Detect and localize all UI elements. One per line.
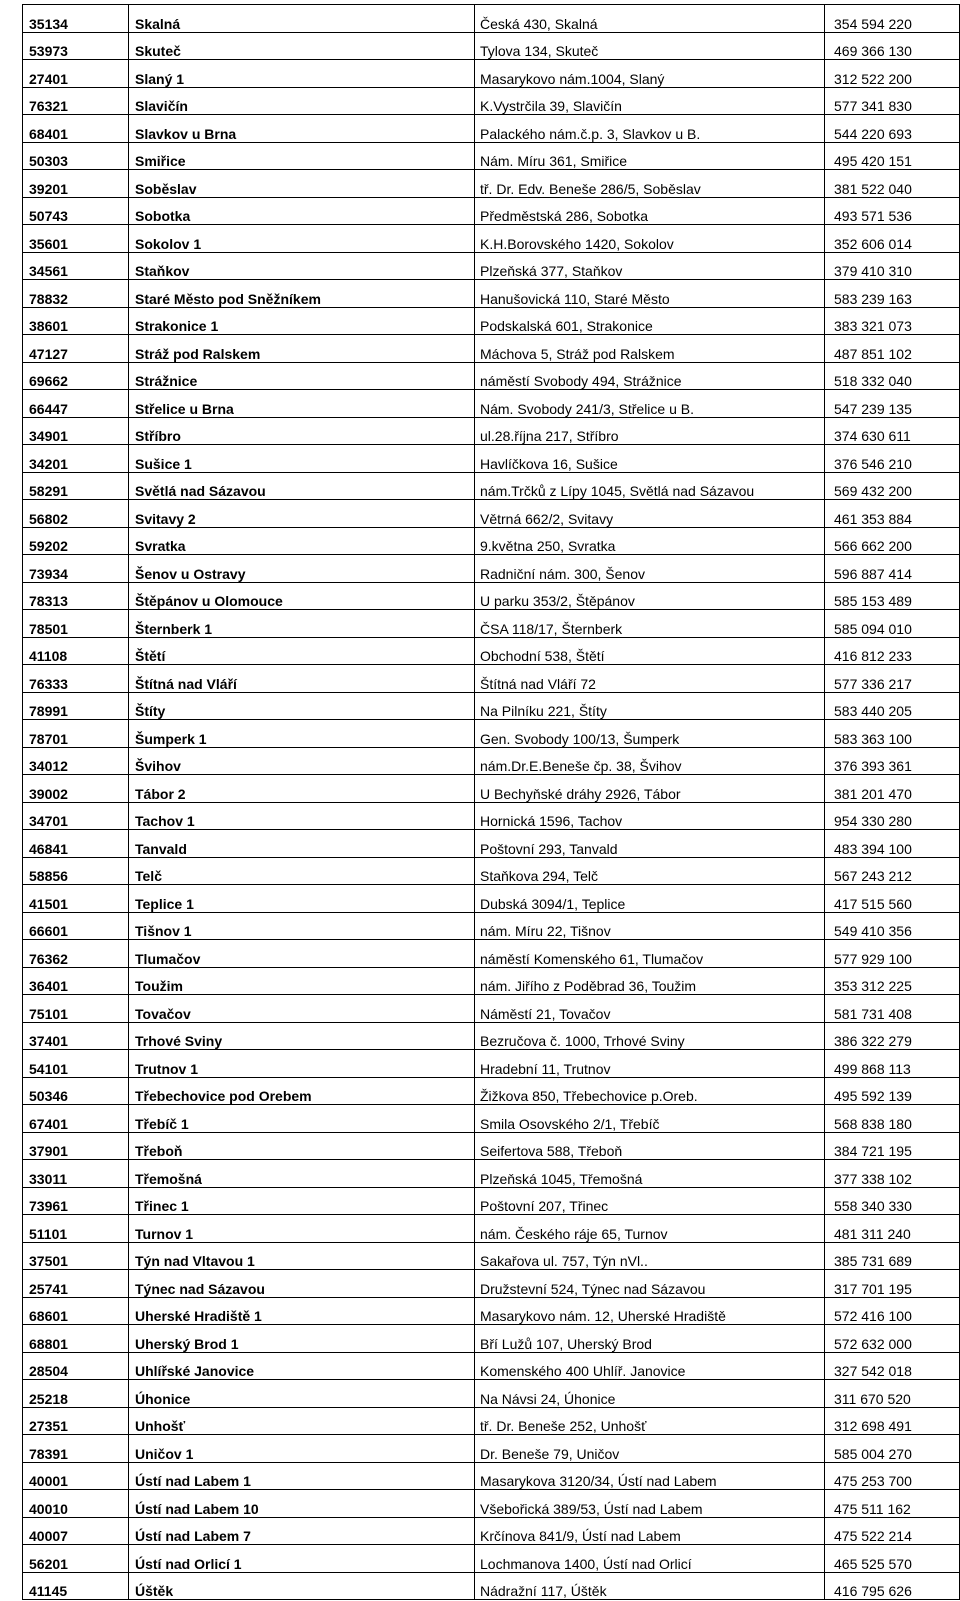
address-cell: ul.28.října 217, Stříbro [475, 417, 825, 445]
table-row [23, 362, 960, 390]
zip-cell: 53973 [23, 32, 129, 60]
address-cell: Poštovní 293, Tanvald [475, 830, 825, 858]
name-cell: Třeboň [129, 1132, 475, 1160]
name-cell: Třebechovice pod Orebem [129, 1077, 475, 1105]
name-cell: Stráž pod Ralskem [129, 335, 475, 363]
name-cell: Tábor 2 [129, 775, 475, 803]
phone-cell: 469 366 130 [825, 32, 960, 60]
zip-cell: 34701 [23, 802, 129, 830]
address-cell: U Bechyňské dráhy 2926, Tábor [475, 775, 825, 803]
name-cell: Svratka [129, 527, 475, 555]
zip-cell: 76362 [23, 940, 129, 968]
phone-cell: 352 606 014 [825, 225, 960, 253]
address-cell: Sakařova ul. 757, Týn nVl.. [475, 1242, 825, 1270]
address-cell: nám.Dr.E.Beneše čp. 38, Švihov [475, 747, 825, 775]
address-cell: Máchova 5, Stráž pod Ralskem [475, 335, 825, 363]
name-cell: Ústí nad Labem 10 [129, 1490, 475, 1518]
phone-cell: 577 929 100 [825, 940, 960, 968]
phone-cell: 386 322 279 [825, 1022, 960, 1050]
phone-cell: 312 522 200 [825, 60, 960, 88]
zip-cell: 47127 [23, 335, 129, 363]
phone-cell: 475 253 700 [825, 1462, 960, 1490]
table-row [23, 1050, 960, 1078]
phone-cell: 465 525 570 [825, 1545, 960, 1573]
table-row [23, 1435, 960, 1463]
zip-cell: 68601 [23, 1297, 129, 1325]
address-cell: Větrná 662/2, Svitavy [475, 500, 825, 528]
name-cell: Toužim [129, 967, 475, 995]
phone-cell: 568 838 180 [825, 1105, 960, 1133]
phone-cell: 585 004 270 [825, 1435, 960, 1463]
zip-cell: 78501 [23, 610, 129, 638]
table-row [23, 1297, 960, 1325]
name-cell: Tanvald [129, 830, 475, 858]
name-cell: Svitavy 2 [129, 500, 475, 528]
table-row [23, 87, 960, 115]
table-row [23, 225, 960, 253]
zip-cell: 68801 [23, 1325, 129, 1353]
zip-cell: 66601 [23, 912, 129, 940]
address-cell: Radniční nám. 300, Šenov [475, 555, 825, 583]
phone-cell: 353 312 225 [825, 967, 960, 995]
name-cell: Uherské Hradiště 1 [129, 1297, 475, 1325]
zip-cell: 27401 [23, 60, 129, 88]
name-cell: Stříbro [129, 417, 475, 445]
address-cell: Obchodní 538, Štětí [475, 637, 825, 665]
phone-cell: 495 592 139 [825, 1077, 960, 1105]
zip-cell: 36401 [23, 967, 129, 995]
address-cell: Nám. Míru 361, Smiřice [475, 142, 825, 170]
name-cell: Štíty [129, 692, 475, 720]
table-row [23, 1160, 960, 1188]
zip-cell: 78991 [23, 692, 129, 720]
zip-cell: 51101 [23, 1215, 129, 1243]
address-cell: Štítná nad Vláří 72 [475, 665, 825, 693]
name-cell: Sobotka [129, 197, 475, 225]
table-row [23, 472, 960, 500]
phone-cell: 376 546 210 [825, 445, 960, 473]
phone-cell: 317 701 195 [825, 1270, 960, 1298]
phone-cell: 499 868 113 [825, 1050, 960, 1078]
name-cell: Slavkov u Brna [129, 115, 475, 143]
phone-cell: 577 336 217 [825, 665, 960, 693]
zip-cell: 39201 [23, 170, 129, 198]
name-cell: Třebíč 1 [129, 1105, 475, 1133]
zip-cell: 28504 [23, 1352, 129, 1380]
phone-cell: 481 311 240 [825, 1215, 960, 1243]
table-row [23, 307, 960, 335]
table-row [23, 1462, 960, 1490]
name-cell: Tachov 1 [129, 802, 475, 830]
zip-cell: 40010 [23, 1490, 129, 1518]
zip-cell: 35601 [23, 225, 129, 253]
table-row [23, 1545, 960, 1573]
phone-cell: 354 594 220 [825, 5, 960, 33]
address-cell: Náměstí 21, Tovačov [475, 995, 825, 1023]
zip-cell: 75101 [23, 995, 129, 1023]
zip-cell: 66447 [23, 390, 129, 418]
address-cell: Plzeňská 377, Staňkov [475, 252, 825, 280]
address-cell: Předměstská 286, Sobotka [475, 197, 825, 225]
phone-cell: 558 340 330 [825, 1187, 960, 1215]
table-body [23, 5, 960, 1600]
phone-cell: 483 394 100 [825, 830, 960, 858]
table-row [23, 142, 960, 170]
table-row [23, 967, 960, 995]
table-row [23, 692, 960, 720]
zip-cell: 39002 [23, 775, 129, 803]
address-cell: K.H.Borovského 1420, Sokolov [475, 225, 825, 253]
address-cell: Lochmanova 1400, Ústí nad Orlicí [475, 1545, 825, 1573]
phone-cell: 493 571 536 [825, 197, 960, 225]
name-cell: Šternberk 1 [129, 610, 475, 638]
name-cell: Slaný 1 [129, 60, 475, 88]
zip-cell: 25741 [23, 1270, 129, 1298]
table-row [23, 1187, 960, 1215]
address-cell: Poštovní 207, Třinec [475, 1187, 825, 1215]
address-cell: Palackého nám.č.p. 3, Slavkov u B. [475, 115, 825, 143]
address-cell: Staňkova 294, Telč [475, 857, 825, 885]
name-cell: Strakonice 1 [129, 307, 475, 335]
name-cell: Staňkov [129, 252, 475, 280]
phone-cell: 385 731 689 [825, 1242, 960, 1270]
address-cell: Hanušovická 110, Staré Město [475, 280, 825, 308]
table-row [23, 60, 960, 88]
phone-cell: 566 662 200 [825, 527, 960, 555]
address-cell: Na Návsi 24, Úhonice [475, 1380, 825, 1408]
table-row [23, 1242, 960, 1270]
name-cell: Šenov u Ostravy [129, 555, 475, 583]
table-row [23, 940, 960, 968]
name-cell: Telč [129, 857, 475, 885]
zip-cell: 40001 [23, 1462, 129, 1490]
zip-cell: 27351 [23, 1407, 129, 1435]
zip-cell: 59202 [23, 527, 129, 555]
phone-cell: 381 522 040 [825, 170, 960, 198]
phone-cell: 416 812 233 [825, 637, 960, 665]
name-cell: Třemošná [129, 1160, 475, 1188]
name-cell: Uherský Brod 1 [129, 1325, 475, 1353]
phone-cell: 461 353 884 [825, 500, 960, 528]
phone-cell: 383 321 073 [825, 307, 960, 335]
address-cell: Krčínova 841/9, Ústí nad Labem [475, 1517, 825, 1545]
zip-cell: 68401 [23, 115, 129, 143]
name-cell: Úštěk [129, 1572, 475, 1600]
zip-cell: 67401 [23, 1105, 129, 1133]
phone-cell: 583 363 100 [825, 720, 960, 748]
phone-cell: 581 731 408 [825, 995, 960, 1023]
address-cell: nám.Trčků z Lípy 1045, Světlá nad Sázavou [475, 472, 825, 500]
name-cell: Švihov [129, 747, 475, 775]
address-cell: nám. Jiřího z Poděbrad 36, Toužim [475, 967, 825, 995]
zip-cell: 34012 [23, 747, 129, 775]
address-cell: Žižkova 850, Třebechovice p.Oreb. [475, 1077, 825, 1105]
table-row [23, 1270, 960, 1298]
zip-cell: 38601 [23, 307, 129, 335]
name-cell: Ústí nad Labem 7 [129, 1517, 475, 1545]
name-cell: Štětí [129, 637, 475, 665]
address-cell: U parku 353/2, Štěpánov [475, 582, 825, 610]
address-cell: náměstí Komenského 61, Tlumačov [475, 940, 825, 968]
phone-cell: 311 670 520 [825, 1380, 960, 1408]
address-cell: nám. Českého ráje 65, Turnov [475, 1215, 825, 1243]
zip-cell: 78313 [23, 582, 129, 610]
phone-cell: 583 440 205 [825, 692, 960, 720]
name-cell: Slavičín [129, 87, 475, 115]
address-cell: Havlíčkova 16, Sušice [475, 445, 825, 473]
table-row [23, 857, 960, 885]
table-row [23, 335, 960, 363]
zip-cell: 35134 [23, 5, 129, 33]
address-cell: Česká 430, Skalná [475, 5, 825, 33]
address-cell: tř. Dr. Beneše 252, Unhošť [475, 1407, 825, 1435]
phone-cell: 954 330 280 [825, 802, 960, 830]
name-cell: Ústí nad Labem 1 [129, 1462, 475, 1490]
zip-cell: 78391 [23, 1435, 129, 1463]
table-row [23, 32, 960, 60]
name-cell: Trhové Sviny [129, 1022, 475, 1050]
table-row [23, 1517, 960, 1545]
table-row [23, 1490, 960, 1518]
name-cell: Uhlířské Janovice [129, 1352, 475, 1380]
post-office-table [22, 4, 960, 1600]
phone-cell: 475 522 214 [825, 1517, 960, 1545]
zip-cell: 34901 [23, 417, 129, 445]
name-cell: Světlá nad Sázavou [129, 472, 475, 500]
zip-cell: 40007 [23, 1517, 129, 1545]
address-cell: Komenského 400 Uhlíř. Janovice [475, 1352, 825, 1380]
zip-cell: 33011 [23, 1160, 129, 1188]
phone-cell: 376 393 361 [825, 747, 960, 775]
table-row [23, 775, 960, 803]
table-row [23, 1105, 960, 1133]
address-cell: tř. Dr. Edv. Beneše 286/5, Soběslav [475, 170, 825, 198]
address-cell: Hornická 1596, Tachov [475, 802, 825, 830]
table-row [23, 5, 960, 33]
address-cell: Dubská 3094/1, Teplice [475, 885, 825, 913]
phone-cell: 585 153 489 [825, 582, 960, 610]
name-cell: Třinec 1 [129, 1187, 475, 1215]
table-row [23, 1380, 960, 1408]
phone-cell: 495 420 151 [825, 142, 960, 170]
zip-cell: 37401 [23, 1022, 129, 1050]
zip-cell: 76333 [23, 665, 129, 693]
name-cell: Tovačov [129, 995, 475, 1023]
address-cell: Masarykovo nám. 12, Uherské Hradiště [475, 1297, 825, 1325]
table-row [23, 417, 960, 445]
address-cell: Masarykovo nám.1004, Slaný [475, 60, 825, 88]
name-cell: Úhonice [129, 1380, 475, 1408]
phone-cell: 374 630 611 [825, 417, 960, 445]
phone-cell: 312 698 491 [825, 1407, 960, 1435]
zip-cell: 50346 [23, 1077, 129, 1105]
table-row [23, 555, 960, 583]
table-row [23, 1077, 960, 1105]
name-cell: Sušice 1 [129, 445, 475, 473]
name-cell: Týn nad Vltavou 1 [129, 1242, 475, 1270]
address-cell: Tylova 134, Skuteč [475, 32, 825, 60]
name-cell: Štěpánov u Olomouce [129, 582, 475, 610]
address-cell: Nám. Svobody 241/3, Střelice u B. [475, 390, 825, 418]
table-row [23, 1215, 960, 1243]
name-cell: Ústí nad Orlicí 1 [129, 1545, 475, 1573]
phone-cell: 417 515 560 [825, 885, 960, 913]
address-cell: Bří Lužů 107, Uherský Brod [475, 1325, 825, 1353]
table-row [23, 1407, 960, 1435]
zip-cell: 56802 [23, 500, 129, 528]
table-row [23, 995, 960, 1023]
address-cell: Hradební 11, Trutnov [475, 1050, 825, 1078]
phone-cell: 547 239 135 [825, 390, 960, 418]
phone-cell: 475 511 162 [825, 1490, 960, 1518]
phone-cell: 567 243 212 [825, 857, 960, 885]
phone-cell: 487 851 102 [825, 335, 960, 363]
zip-cell: 69662 [23, 362, 129, 390]
phone-cell: 384 721 195 [825, 1132, 960, 1160]
zip-cell: 41145 [23, 1572, 129, 1600]
name-cell: Unhošť [129, 1407, 475, 1435]
table-row [23, 1132, 960, 1160]
table-row [23, 390, 960, 418]
name-cell: Střelice u Brna [129, 390, 475, 418]
name-cell: Skalná [129, 5, 475, 33]
name-cell: Staré Město pod Sněžníkem [129, 280, 475, 308]
table-row [23, 610, 960, 638]
table-row [23, 747, 960, 775]
zip-cell: 73961 [23, 1187, 129, 1215]
name-cell: Skuteč [129, 32, 475, 60]
table-row [23, 1572, 960, 1600]
zip-cell: 41108 [23, 637, 129, 665]
table-row [23, 802, 960, 830]
zip-cell: 78832 [23, 280, 129, 308]
phone-cell: 518 332 040 [825, 362, 960, 390]
table-row [23, 885, 960, 913]
phone-cell: 577 341 830 [825, 87, 960, 115]
zip-cell: 78701 [23, 720, 129, 748]
table-row [23, 912, 960, 940]
phone-cell: 585 094 010 [825, 610, 960, 638]
table-row [23, 1325, 960, 1353]
phone-cell: 596 887 414 [825, 555, 960, 583]
table-row [23, 665, 960, 693]
zip-cell: 76321 [23, 87, 129, 115]
table-row [23, 252, 960, 280]
address-cell: Nádražní 117, Úštěk [475, 1572, 825, 1600]
zip-cell: 25218 [23, 1380, 129, 1408]
zip-cell: 50303 [23, 142, 129, 170]
zip-cell: 34561 [23, 252, 129, 280]
name-cell: Strážnice [129, 362, 475, 390]
phone-cell: 572 416 100 [825, 1297, 960, 1325]
phone-cell: 569 432 200 [825, 472, 960, 500]
zip-cell: 41501 [23, 885, 129, 913]
phone-cell: 544 220 693 [825, 115, 960, 143]
zip-cell: 73934 [23, 555, 129, 583]
table-row [23, 637, 960, 665]
address-cell: 9.května 250, Svratka [475, 527, 825, 555]
table-row [23, 500, 960, 528]
address-cell: Masarykova 3120/34, Ústí nad Labem [475, 1462, 825, 1490]
table-row [23, 582, 960, 610]
table-row [23, 830, 960, 858]
table-row [23, 1352, 960, 1380]
zip-cell: 37901 [23, 1132, 129, 1160]
name-cell: Tišnov 1 [129, 912, 475, 940]
phone-cell: 572 632 000 [825, 1325, 960, 1353]
phone-cell: 416 795 626 [825, 1572, 960, 1600]
name-cell: Soběslav [129, 170, 475, 198]
zip-cell: 56201 [23, 1545, 129, 1573]
name-cell: Trutnov 1 [129, 1050, 475, 1078]
address-cell: náměstí Svobody 494, Strážnice [475, 362, 825, 390]
table-row [23, 445, 960, 473]
phone-cell: 327 542 018 [825, 1352, 960, 1380]
address-cell: Smila Osovského 2/1, Třebíč [475, 1105, 825, 1133]
name-cell: Šumperk 1 [129, 720, 475, 748]
table-row [23, 170, 960, 198]
zip-cell: 34201 [23, 445, 129, 473]
zip-cell: 54101 [23, 1050, 129, 1078]
name-cell: Štítná nad Vláří [129, 665, 475, 693]
name-cell: Týnec nad Sázavou [129, 1270, 475, 1298]
address-cell: K.Vystrčila 39, Slavičín [475, 87, 825, 115]
name-cell: Sokolov 1 [129, 225, 475, 253]
address-cell: Dr. Beneše 79, Uničov [475, 1435, 825, 1463]
phone-cell: 583 239 163 [825, 280, 960, 308]
name-cell: Teplice 1 [129, 885, 475, 913]
zip-cell: 46841 [23, 830, 129, 858]
phone-cell: 381 201 470 [825, 775, 960, 803]
address-cell: Gen. Svobody 100/13, Šumperk [475, 720, 825, 748]
address-cell: Seifertova 588, Třeboň [475, 1132, 825, 1160]
address-cell: ČSA 118/17, Šternberk [475, 610, 825, 638]
name-cell: Turnov 1 [129, 1215, 475, 1243]
zip-cell: 37501 [23, 1242, 129, 1270]
zip-cell: 50743 [23, 197, 129, 225]
name-cell: Smiřice [129, 142, 475, 170]
table-row [23, 280, 960, 308]
zip-cell: 58856 [23, 857, 129, 885]
name-cell: Uničov 1 [129, 1435, 475, 1463]
table-row [23, 197, 960, 225]
address-cell: Na Pilníku 221, Štíty [475, 692, 825, 720]
address-cell: Družstevní 524, Týnec nad Sázavou [475, 1270, 825, 1298]
address-cell: Všebořická 389/53, Ústí nad Labem [475, 1490, 825, 1518]
phone-cell: 549 410 356 [825, 912, 960, 940]
address-cell: Plzeňská 1045, Třemošná [475, 1160, 825, 1188]
name-cell: Tlumačov [129, 940, 475, 968]
phone-cell: 377 338 102 [825, 1160, 960, 1188]
address-cell: Bezručova č. 1000, Trhové Sviny [475, 1022, 825, 1050]
table-row [23, 527, 960, 555]
table-row [23, 720, 960, 748]
phone-cell: 379 410 310 [825, 252, 960, 280]
address-cell: Podskalská 601, Strakonice [475, 307, 825, 335]
table-row [23, 115, 960, 143]
address-cell: nám. Míru 22, Tišnov [475, 912, 825, 940]
zip-cell: 58291 [23, 472, 129, 500]
table-row [23, 1022, 960, 1050]
